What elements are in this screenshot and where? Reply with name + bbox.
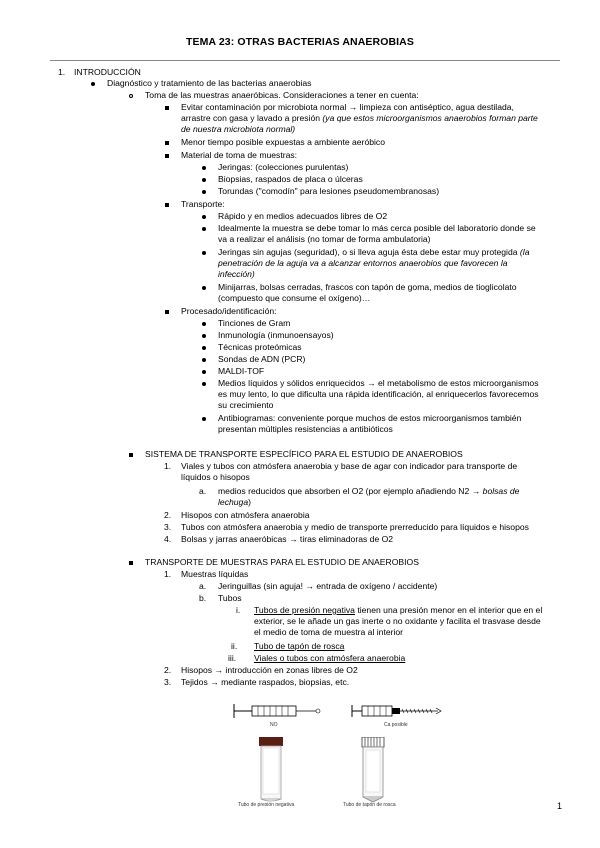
list-item: Menor tiempo posible expuestas a ambiente aeróbico [181,137,385,147]
list-item: Tubo de tapón de rosca [254,641,345,651]
bullet-square [165,310,169,314]
list-item: Diagnóstico y tratamiento de las bacterias anaerobias [107,78,312,88]
list-item: infección) [218,269,255,279]
list-item: Jeringas sin agujas (seguridad), o si lleva aguja ésta debe estar muy protegida (la [218,247,530,257]
page-title: TEMA 23: OTRAS BACTERIAS ANAEROBIAS [186,36,414,48]
bullet-dot [202,166,206,170]
list-number: 3. [164,522,172,532]
list-item: Muestras líquidas [181,569,249,579]
bullet-dot [202,334,206,338]
bullet-dot [91,82,95,86]
bullet-square [165,141,169,145]
list-item: Jeringas: (colecciones purulentas) [218,162,349,172]
section-heading: INTRODUCCIÓN [74,67,141,77]
syringe-label: NO [270,722,278,728]
list-roman: i. [236,605,241,615]
bullet-dot [202,190,206,194]
list-item: lechuga) [218,497,251,507]
list-item: el medio de toma de muestra al interior [254,627,404,637]
list-item: presentan múltiples resistencias a antibióticos [218,424,393,434]
bullet-square [165,154,169,158]
list-item: Viales y tubos con atmósfera anaerobia y base de agar con indicador para transporte de [181,461,518,471]
list-letter: a. [199,486,207,496]
list-letter: b. [199,593,207,603]
list-item: Jeringuillas (sin aguja! → entrada de oxígeno / accidente) [218,581,438,591]
syringe-illustration [232,700,326,726]
list-item: de nuestra microbiota normal) [181,124,296,134]
list-item: Rápido y en medios adecuados libres de O2 [218,211,388,221]
list-item: Tubos [218,593,242,603]
bullet-dot [202,346,206,350]
list-item: Sondas de ADN (PCR) [218,354,306,364]
bullet-dot [202,286,206,290]
list-item: Material de toma de muestras: [181,150,298,160]
bullet-dot [202,227,206,231]
list-number: 1. [164,461,172,471]
list-item: Viales o tubos con atmósfera anaerobia [254,653,406,663]
screw-cap-tube-illustration [360,737,386,803]
bullet-dot [202,178,206,182]
list-number: 2. [164,510,172,520]
list-item: exterior, se le añade un gas inerte o no oxidante y facilita el trasvase desde [254,616,541,626]
list-item: Procesado/identificación: [181,306,277,316]
bullet-dot [202,417,206,421]
section-number: 1. [58,67,66,77]
bullet-dot [202,358,206,362]
list-item: Medios líquidos y sólidos enriquecidos → el metabolismo de estos microorganismos [218,378,539,388]
list-item: es muy lento, lo que dificulta una rápida identificación, al enriquecerlos favorecemos [218,389,539,399]
bullet-square [165,106,169,110]
list-item: Hisopos con atmósfera anaerobia [181,510,310,520]
list-item: Tinciones de Gram [218,318,291,328]
list-item: Tejidos → mediante raspados, biopsias, etc. [181,677,350,687]
list-item: medios reducidos que absorben el O2 (por ejemplo añadiendo N2 → bolsas de [218,486,520,496]
negative-pressure-tube-illustration [256,737,286,803]
tube2-caption: Tubo de tapón de rosca [343,802,396,808]
bullet-dot [202,370,206,374]
list-item: va a realizar el análisis (no tomar de forma ambulatoria) [218,234,431,244]
list-item: Minijarras, bolsas cerradas, frascos con tapón de goma, medios de tioglicolato [218,282,517,292]
list-item: Bolsas y jarras anaeróbicas → tiras eliminadoras de O2 [181,534,394,544]
list-item: su crecimiento [218,400,274,410]
list-item: Idealmente la muestra se debe tomar lo más cerca posible del laboratorio donde se [218,223,536,233]
list-item: líquidos o hisopos [181,472,250,482]
bullet-square [129,561,133,565]
bullet-dot [202,251,206,255]
list-item: Evitar contaminación por microbiota normal → limpieza con antiséptico, agua destilada, [181,102,514,112]
bullet-circle [129,94,133,98]
list-item: Técnicas proteómicas [218,342,302,352]
list-item: Tubos de presión negativa tienen una presión menor en el interior que en el [254,605,543,615]
page-number: 1 [557,801,563,811]
list-item: (compuesto que consume el oxígeno)… [218,293,371,303]
section-heading: SISTEMA DE TRANSPORTE ESPECÍFICO PARA EL ESTUDIO DE ANAEROBIOS [145,449,463,459]
list-number: 4. [164,534,172,544]
list-letter: a. [199,581,207,591]
list-item: Tubos con atmósfera anaerobia y medio de transporte prerreducido para líquidos e hisopos [181,522,529,532]
needle-label: Ca posible [384,722,408,728]
list-item: Hisopos → introducción en zonas libres de O2 [181,665,358,675]
list-item: Antibiogramas: conveniente porque muchos de estos microorganismos también [218,413,522,423]
list-number: 1. [164,569,172,579]
list-item: Toma de las muestras anaeróbicas. Consideraciones a tener en cuenta: [145,90,419,100]
list-item: Torundas ("comodín" para lesiones pseudomembranosas) [218,186,440,196]
title-divider [50,60,560,61]
list-item: Biopsias, raspados de placa o úlceras [218,174,363,184]
bullet-dot [202,382,206,386]
tube1-caption: Tubo de presión negativa [238,802,295,808]
list-roman: ii. [231,641,238,651]
list-number: 2. [164,665,172,675]
bullet-dot [202,215,206,219]
list-item: penetración de la aguja va a alcanzar entornos anaerobios que favorecen la [218,258,508,268]
list-item: MALDI-TOF [218,366,265,376]
section-heading: TRANSPORTE DE MUESTRAS PARA EL ESTUDIO DE ANAEROBIOS [145,557,419,567]
bullet-square [129,453,133,457]
list-item: Inmunología (inmunoensayos) [218,330,334,340]
list-number: 3. [164,677,172,687]
bullet-dot [202,322,206,326]
list-item: Transporte: [181,199,225,209]
list-item: arrastre con gasa y lavado a presión (ya que estos microorganismos anaerobios forman parte [181,113,538,123]
bullet-square [165,203,169,207]
list-roman: iii. [228,653,237,663]
